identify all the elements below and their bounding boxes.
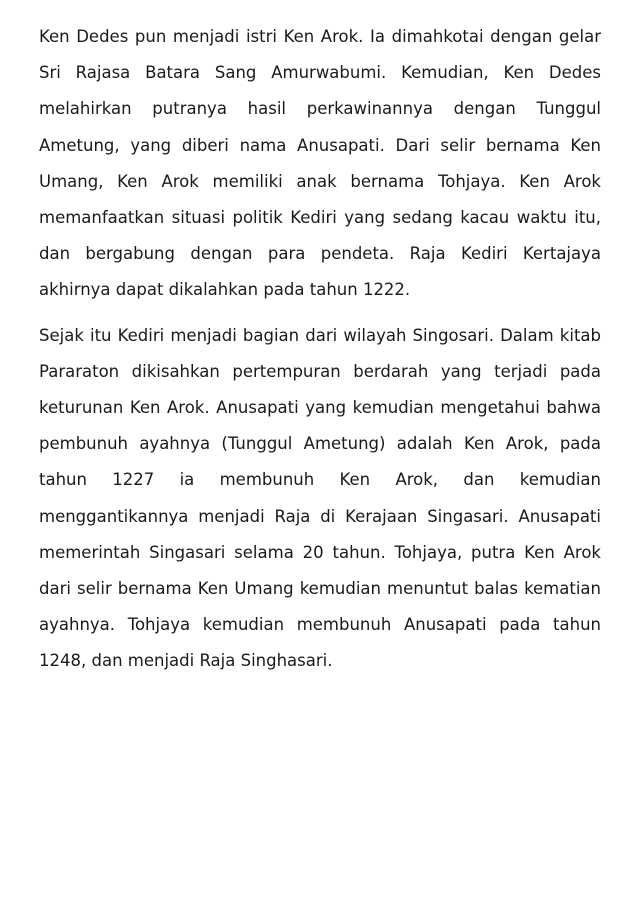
- paragraph-2: Sejak itu Kediri menjadi bagian dari wilayah Singosari. Dalam kitab Pararaton dikisahkan pertempuran berdarah yang terjadi pada keturunan Ken Arok. Anusapati yang kemudian mengetahui bahwa pembunuh ayahnya (Tunggul Ametung) adalah Ken Arok, pada tahun 1227 ia membunuh Ken Arok, dan kemudian menggantikannya menjadi Raja di Kerajaan Singasari. Anusapati memerintah Singasari selama 20 tahun. Tohjaya, putra Ken Arok dari selir bernama Ken Umang kemudian menuntut balas kematian ayahnya. Tohjaya kemudian membunuh Anusapati pada tahun 1248, dan menjadi Raja Singhasari.: [39, 325, 601, 671]
- document-page: [39, 19, 601, 680]
- paragraph-1: Ken Dedes pun menjadi istri Ken Arok. Ia dimahkotai dengan gelar Sri Rajasa Batara Sang Amurwabumi. Kemudian, Ken Dedes melahirkan putranya hasil perkawinannya dengan Tunggul Ametung, yang diberi nama Anusapati. Dari selir bernama Ken Umang, Ken Arok memiliki anak bernama Tohjaya. Ken Arok memanfaatkan situasi politik Kediri yang sedang kacau waktu itu, dan bergabung dengan para pendeta. Raja Kediri Kertajaya akhirnya dapat dikalahkan pada tahun 1222.: [39, 27, 601, 300]
